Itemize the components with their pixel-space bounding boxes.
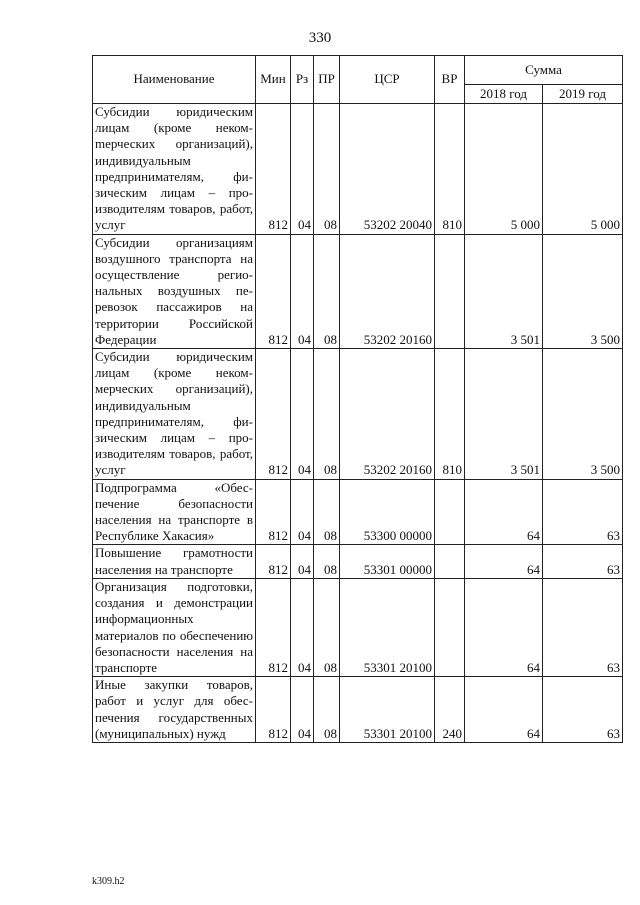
- row-name: Организация подготовки, создания и демонстрации информационных материалов по обеспечению безопасности населения на транспорте: [93, 578, 256, 676]
- row-pr: 08: [314, 578, 340, 676]
- row-pr: 08: [314, 234, 340, 348]
- row-min: 812: [256, 234, 291, 348]
- row-rz: 04: [291, 677, 314, 743]
- row-sum-2019: 63: [543, 545, 623, 578]
- row-name: Субсидии юридическим лицам (кроме некоммерческих организаций), индивидуальным предпринимателям, физическим лицам – производителям товаров, работ, услуг: [93, 349, 256, 480]
- footer-code: k309.h2: [92, 876, 125, 887]
- row-min: 812: [256, 349, 291, 480]
- row-rz: 04: [291, 578, 314, 676]
- row-sum-2019: 5 000: [543, 104, 623, 235]
- row-sum-2018: 64: [465, 545, 543, 578]
- row-rz: 04: [291, 545, 314, 578]
- row-sum-2019: 63: [543, 677, 623, 743]
- header-row: [93, 56, 623, 85]
- header-rz: Рз: [291, 56, 314, 104]
- row-sum-2018: 3 501: [465, 234, 543, 348]
- row-min: 812: [256, 479, 291, 545]
- row-sum-2018: 5 000: [465, 104, 543, 235]
- header-vr: ВР: [435, 56, 465, 104]
- row-csr: 53300 00000: [340, 479, 435, 545]
- row-csr: 53202 20160: [340, 234, 435, 348]
- row-sum-2019: 63: [543, 578, 623, 676]
- row-csr: 53202 20160: [340, 349, 435, 480]
- row-csr: 53301 20100: [340, 677, 435, 743]
- row-rz: 04: [291, 479, 314, 545]
- row-name: Подпрограмма «Обеспечение безопасности населения на транспорте в Республике Хакасия»: [93, 479, 256, 545]
- table-row: [93, 234, 623, 348]
- row-vr: [435, 234, 465, 348]
- row-name: Субсидии юридическим лицам (кроме некомmерческих организаций), индивидуальным предпринимателям, физическим лицам – производителям товаров, работ, услуг: [93, 104, 256, 235]
- row-vr: [435, 545, 465, 578]
- row-vr: 810: [435, 104, 465, 235]
- row-vr: 810: [435, 349, 465, 480]
- header-sum: Сумма: [465, 56, 623, 85]
- row-vr: [435, 479, 465, 545]
- row-min: 812: [256, 578, 291, 676]
- row-sum-2019: 63: [543, 479, 623, 545]
- row-name: Субсидии организациям воздушного транспорта на осуществление региональных воздушных перевозок пассажиров на территории Российской Федерации: [93, 234, 256, 348]
- row-sum-2019: 3 500: [543, 349, 623, 480]
- row-csr: 53301 20100: [340, 578, 435, 676]
- row-sum-2018: 64: [465, 578, 543, 676]
- page-number: 330: [308, 30, 332, 46]
- row-csr: 53202 20040: [340, 104, 435, 235]
- row-rz: 04: [291, 349, 314, 480]
- row-pr: 08: [314, 677, 340, 743]
- row-name: Повышение грамотности населения на транспорте: [93, 545, 256, 578]
- row-csr: 53301 00000: [340, 545, 435, 578]
- header-year-2018: 2018 год: [465, 85, 543, 104]
- row-sum-2018: 64: [465, 677, 543, 743]
- row-vr: 240: [435, 677, 465, 743]
- header-pr: ПР: [314, 56, 340, 104]
- row-pr: 08: [314, 349, 340, 480]
- row-min: 812: [256, 545, 291, 578]
- row-sum-2018: 64: [465, 479, 543, 545]
- row-sum-2019: 3 500: [543, 234, 623, 348]
- table-row: [93, 677, 623, 743]
- header-csr: ЦСР: [340, 56, 435, 104]
- header-name: Наименование: [93, 56, 256, 104]
- budget-table: [92, 55, 623, 743]
- row-rz: 04: [291, 104, 314, 235]
- header-year-2019: 2019 год: [543, 85, 623, 104]
- table-row: [93, 479, 623, 545]
- table-row: [93, 578, 623, 676]
- row-pr: 08: [314, 479, 340, 545]
- row-pr: 08: [314, 104, 340, 235]
- table-row: [93, 545, 623, 578]
- row-sum-2018: 3 501: [465, 349, 543, 480]
- row-min: 812: [256, 677, 291, 743]
- row-min: 812: [256, 104, 291, 235]
- header-min: Мин: [256, 56, 291, 104]
- row-vr: [435, 578, 465, 676]
- row-name: Иные закупки товаров, работ и услуг для обеспечения государственных (муниципальных) нужд: [93, 677, 256, 743]
- table-row: [93, 349, 623, 480]
- row-rz: 04: [291, 234, 314, 348]
- table-row: [93, 104, 623, 235]
- row-pr: 08: [314, 545, 340, 578]
